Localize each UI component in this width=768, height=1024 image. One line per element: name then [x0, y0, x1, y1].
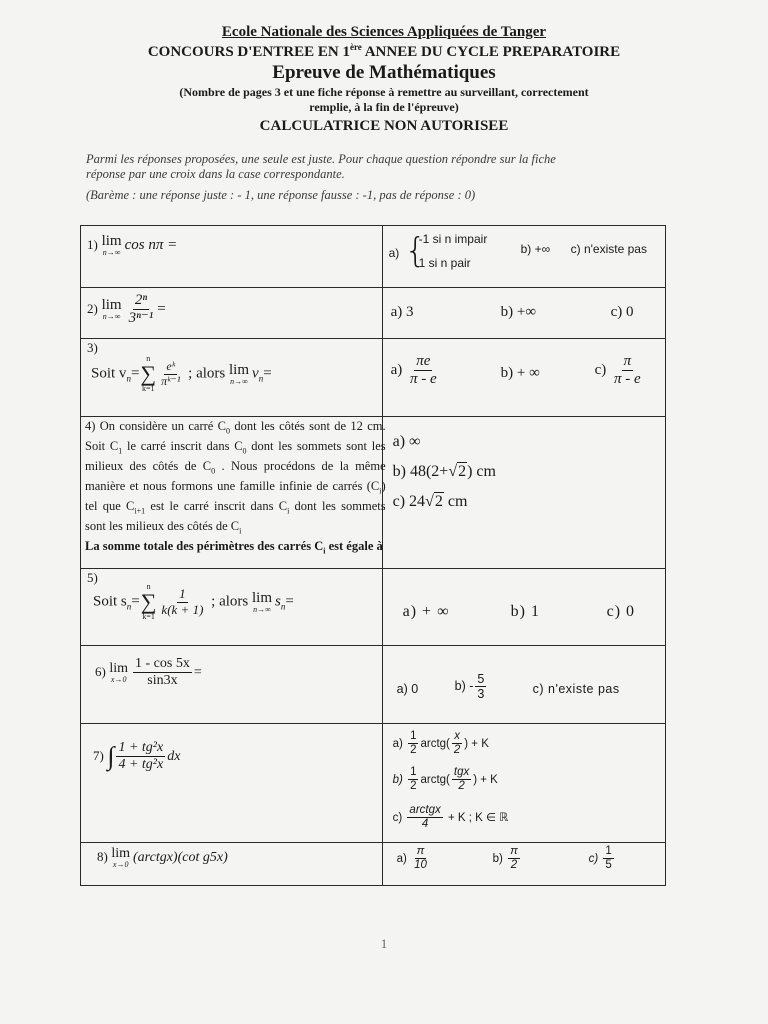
q5-limit — [252, 591, 272, 614]
q7-a-tail: ) + K — [464, 737, 489, 750]
q2-lim-text: lim — [101, 297, 122, 314]
q4-s5: i — [379, 486, 382, 496]
q8-c-num: 1 — [603, 845, 613, 859]
answers-8 — [382, 843, 665, 886]
contest-title — [0, 42, 768, 61]
q6-lim-sub: x→0 — [110, 674, 127, 684]
q5-fraction — [159, 587, 205, 618]
q2-answer-b: b) +∞ — [500, 304, 537, 320]
q7-answer-b-frac — [408, 766, 418, 793]
q4-s7: i — [287, 506, 290, 516]
q1-limit — [102, 234, 122, 257]
q6-answer-b-den: 3 — [477, 687, 485, 702]
q8-answer-a-label: a) — [396, 852, 407, 865]
q1-brace: { — [404, 231, 427, 271]
answers-4 — [382, 417, 665, 569]
q3-answer-a-fraction — [408, 353, 439, 389]
q7-a-inner-num: x — [452, 730, 462, 744]
q7-b-inner-den: 2 — [458, 780, 465, 793]
q7-answer-a-label: a) — [392, 737, 403, 750]
q1-lim-sub: n→∞ — [102, 248, 121, 257]
q3-fraction — [159, 360, 182, 389]
q7-b-fn: arctg( — [420, 773, 450, 786]
q3-number: 3) — [87, 340, 98, 355]
q6-number: 6) — [95, 663, 106, 679]
q4-s3: 0 — [242, 446, 247, 456]
q6-answer-b-label: b) - — [454, 679, 474, 694]
q1-answer-a-case1: -1 si n impair — [418, 232, 488, 246]
q5-sum-upper: n — [146, 582, 151, 591]
q5-answer-c: c) 0 — [606, 603, 636, 620]
q2-answer-a: a) 3 — [390, 304, 414, 320]
q7-b-inner-num: tgx — [452, 766, 471, 780]
q8-answer-b-label: b) — [492, 852, 503, 865]
q3-limit — [229, 363, 249, 386]
q4-t2: dont les côtés sont de 12 cm. Soit C — [85, 419, 386, 453]
contest-title-sup: ère — [349, 42, 362, 52]
q5-tail-eq: = — [285, 593, 294, 610]
q7-answer-c-frac — [407, 804, 442, 831]
q5-tail: s — [275, 593, 281, 610]
q7-c-den: 4 — [421, 818, 429, 831]
q3-sum-upper: n — [146, 354, 151, 363]
q7-b-den: 2 — [410, 780, 417, 793]
pages-note-line2: remplie, à la fin de l'épreuve) — [309, 100, 459, 114]
q6-answer-b-fraction — [475, 672, 486, 702]
question-row-2 — [81, 288, 666, 339]
q3-answer-a-den: π - e — [410, 371, 437, 388]
q6-answer-a: a) 0 — [396, 682, 419, 696]
q4-t5: . Nous procédons de la même manière et nous formons une famille infinie de carrés (C — [85, 459, 386, 493]
q7-a-den: 2 — [410, 744, 417, 757]
q7-answer-a-frac — [408, 730, 418, 757]
question-6 — [81, 646, 383, 724]
q3-answer-c-den: π - e — [614, 371, 641, 388]
q1-answer-a-case2: 1 si n pair — [418, 256, 471, 270]
q7-answer-b-inner — [452, 766, 471, 793]
q7-denominator: 4 + tg²x — [118, 757, 164, 773]
q6-lim-text: lim — [109, 660, 129, 676]
q7-a-inner-den: 2 — [453, 744, 461, 757]
pages-note-line1: (Nombre de pages 3 et une fiche réponse à remettre au surveillant, correctement — [179, 85, 589, 99]
q4-answer-a: a) ∞ — [392, 433, 421, 450]
q4-bold2: est égale à — [325, 539, 383, 553]
q6-equals: = — [193, 664, 202, 680]
q2-fraction — [127, 292, 156, 328]
question-7 — [81, 724, 383, 843]
q5-sum — [141, 583, 157, 621]
q6-numerator: 1 - cos 5x — [133, 656, 192, 673]
question-row-4 — [81, 417, 666, 569]
q5-answer-a: a) + ∞ — [402, 603, 450, 620]
answers-1 — [382, 226, 665, 288]
q7-fraction — [116, 740, 165, 773]
q7-dx: dx — [167, 748, 181, 764]
q4-t3: le carré inscrit dans C — [122, 439, 243, 453]
q4-t6: ) tel que C — [85, 479, 386, 513]
q5-denominator: k(k + 1) — [161, 601, 204, 617]
q4-s2: 1 — [118, 446, 123, 456]
q8-answer-c-frac — [603, 845, 613, 872]
q4-s6: i+1 — [134, 506, 146, 516]
q5-lim-text: lim — [251, 589, 272, 606]
q4-answer-b-post: ) cm — [467, 463, 496, 480]
question-3 — [81, 339, 383, 417]
q4-t4: dont les sommets sont les milieux des côtés de C — [85, 439, 386, 473]
q1-answer-a-label: a) — [388, 246, 400, 260]
q4-answer-c: c) 24√2 cm — [392, 493, 468, 510]
q8-a-num: π — [415, 845, 427, 859]
q5-soit: Soit s — [93, 593, 127, 610]
instructions — [86, 152, 686, 182]
q7-c-num: arctgx — [407, 804, 442, 818]
q5-number: 5) — [87, 570, 98, 585]
question-4 — [81, 417, 386, 569]
q3-alors: ; alors — [188, 365, 226, 382]
q8-a-den: 10 — [414, 859, 427, 872]
q5-lim-sub: n→∞ — [253, 604, 271, 614]
q3-answer-c-num: π — [622, 353, 634, 371]
q4-t1: 4) On considère un carré C — [85, 419, 227, 433]
q4-answer-c-post: cm — [443, 493, 468, 510]
question-5 — [81, 569, 383, 646]
q3-eq: = — [130, 365, 140, 382]
q7-answer-c-label: c) — [392, 811, 403, 824]
q5-tail-sub: n — [280, 601, 286, 612]
q7-answer-b-label: b) — [392, 773, 403, 786]
question-row-1 — [81, 226, 666, 288]
q1-number: 1) — [87, 236, 98, 252]
calculator-note: CALCULATRICE NON AUTORISEE — [259, 118, 509, 134]
answers-6 — [382, 646, 665, 724]
q4-text — [81, 417, 390, 568]
q4-answer-c-pre: c) 24 — [392, 493, 426, 510]
q8-c-den: 5 — [605, 859, 612, 872]
questions-table — [80, 225, 666, 886]
q5-alors: ; alors — [211, 593, 249, 610]
q4-t8: dont les sommets sont les milieux des côtés de C — [85, 499, 386, 533]
question-row-6 — [81, 646, 666, 724]
q3-sub-n: n — [126, 373, 131, 384]
q8-b-den: 2 — [510, 859, 518, 872]
q3-denominator: πᵏ⁻¹ — [161, 373, 181, 388]
q2-equals: = — [157, 301, 166, 318]
pages-note — [0, 85, 768, 115]
q3-answer-b: b) + ∞ — [500, 365, 540, 381]
q5-sigma: ∑ — [140, 589, 157, 614]
instructions-line2: réponse par une croix dans la case correspondante. — [86, 167, 345, 181]
q5-answer-b: b) 1 — [510, 603, 540, 620]
q8-limit — [111, 847, 130, 869]
question-row-3 — [81, 339, 666, 417]
q6-limit — [109, 662, 128, 684]
q4-answer-c-rad: 2 — [434, 493, 443, 510]
q4-s8: i — [239, 526, 242, 536]
question-2 — [81, 288, 383, 339]
q1-answer-c: c) n'existe pas — [570, 242, 647, 256]
q3-numerator: eᵏ — [166, 358, 176, 373]
instructions-line1: Parmi les réponses proposées, une seule est juste. Pour chaque question répondre sur la fiche — [86, 152, 556, 166]
q3-sigma: ∑ — [140, 361, 157, 386]
q2-limit — [102, 298, 122, 321]
q2-numerator: 2ⁿ — [133, 292, 149, 310]
q3-tail-eq: = — [263, 365, 272, 382]
question-8 — [81, 843, 383, 886]
q3-answer-a-label: a) — [390, 362, 403, 379]
answers-3 — [382, 339, 665, 417]
q3-tail-sub: n — [258, 373, 264, 384]
q5-eq: = — [131, 593, 140, 610]
q8-answer-b-frac — [508, 845, 520, 872]
q8-answer-c-label: c) — [588, 852, 599, 865]
q2-lim-sub: n→∞ — [102, 312, 121, 322]
q4-bold1: La somme totale des périmètres des carrés C — [85, 539, 324, 553]
scoring-note: (Barème : une réponse juste : - 1, une réponse fausse : -1, pas de réponse : 0) — [86, 188, 476, 202]
question-row-8 — [81, 843, 666, 886]
answers-2 — [382, 288, 665, 339]
q7-b-num: 1 — [408, 766, 418, 780]
answers-7 — [382, 724, 665, 843]
q7-number: 7) — [93, 747, 104, 763]
q8-b-num: π — [508, 845, 520, 859]
q7-b-tail: ) + K — [473, 773, 498, 786]
page-number: 1 — [380, 936, 388, 951]
q2-answer-c: c) 0 — [610, 304, 634, 320]
q7-c-tail: + K ; K ∈ ℝ — [447, 811, 509, 824]
q5-sub-n: n — [126, 601, 132, 612]
q3-answer-c-fraction — [612, 353, 643, 389]
q7-answer-a-inner — [452, 730, 462, 757]
q4-answer-b-rad: 2 — [458, 463, 467, 480]
question-row-7 — [81, 724, 666, 843]
q6-denominator: sin3x — [147, 673, 178, 689]
contest-title-a: CONCOURS D'ENTREE EN 1 — [147, 44, 350, 60]
q6-fraction — [133, 656, 192, 689]
q8-expression: (arctgx)(cot g5x) — [133, 850, 228, 866]
q6-answer-c: c) n'existe pas — [532, 682, 620, 696]
q7-integral: ∫ — [107, 741, 115, 771]
q3-answer-c-label: c) — [594, 362, 607, 379]
q8-number: 8) — [97, 849, 108, 865]
q4-bold-sub: i — [323, 546, 326, 556]
q3-answer-a-num: πe — [414, 353, 432, 371]
q4-s4: 0 — [211, 466, 216, 476]
answers-5 — [382, 569, 665, 646]
q5-numerator: 1 — [179, 585, 186, 601]
subject-title: Epreuve de Mathématiques — [272, 62, 496, 83]
q3-sum-lower: k=1 — [141, 384, 155, 393]
q8-lim-sub: x→0 — [112, 860, 129, 869]
q7-numerator: 1 + tg²x — [116, 740, 165, 757]
q3-lim-sub: n→∞ — [230, 376, 248, 386]
question-row-5 — [81, 569, 666, 646]
q1-expression: cos nπ = — [124, 236, 178, 253]
q2-number: 2) — [87, 301, 98, 317]
q4-t7: est le carré inscrit dans C — [145, 499, 288, 513]
q8-lim-text: lim — [111, 846, 131, 861]
q3-tail: v — [252, 365, 259, 382]
q5-sum-lower: k=1 — [142, 612, 155, 621]
q1-lim-text: lim — [101, 233, 122, 249]
q6-answer-b-num: 5 — [477, 672, 485, 686]
q8-answer-a-frac — [412, 845, 429, 872]
q2-denominator: 3ⁿ⁻¹ — [128, 310, 154, 327]
question-1 — [81, 226, 383, 288]
q4-s1: 0 — [226, 426, 231, 436]
q4-answer-b: b) 48(2+√2) cm — [392, 463, 496, 480]
contest-title-b: ANNEE DU CYCLE PREPARATOIRE — [361, 44, 621, 60]
q4-answer-b-pre: b) 48(2+ — [392, 463, 449, 480]
q3-soit: Soit v — [91, 365, 127, 382]
q3-sum — [140, 355, 156, 393]
q3-lim-text: lim — [229, 361, 250, 378]
q7-a-fn: arctg( — [420, 737, 450, 750]
q7-a-num: 1 — [408, 730, 418, 744]
q1-answer-b: b) +∞ — [520, 242, 551, 256]
school-name: Ecole Nationale des Sciences Appliquées de Tanger — [221, 24, 547, 40]
